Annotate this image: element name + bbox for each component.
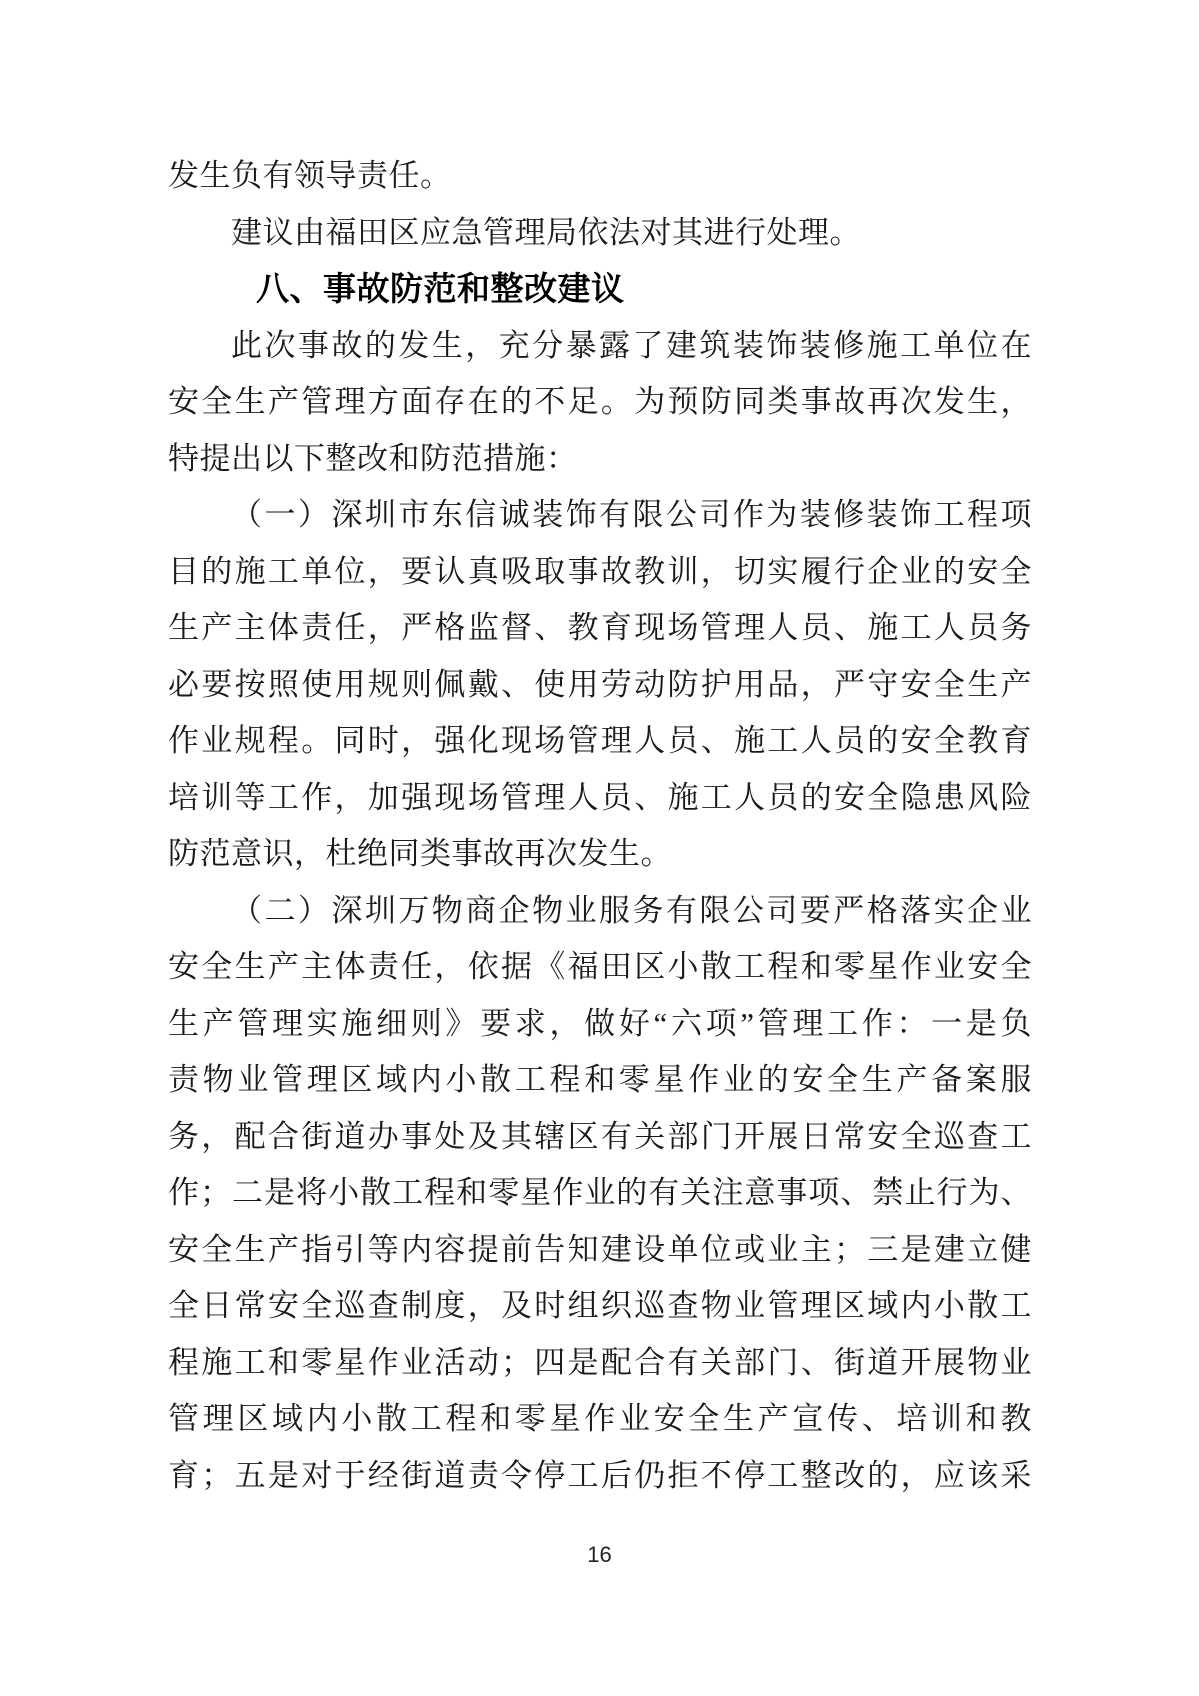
document-line: （一）深圳市东信诚装饰有限公司作为装修装饰工程项 <box>231 497 1032 532</box>
document-line: 必要按照使用规则佩戴、使用劳动防护用品，严守安全生产 <box>168 666 1032 702</box>
document-line: 发生负有领导责任。 <box>168 158 452 193</box>
document-line: 安全生产主体责任，依据《福田区小散工程和零星作业安全 <box>168 949 1032 984</box>
document-line: 全日常安全巡查制度，及时组织巡查物业管理区域内小散工 <box>168 1288 1032 1323</box>
document-body <box>168 148 1032 1504</box>
document-line: 此次事故的发生，充分暴露了建筑装饰装修施工单位在 <box>231 327 1032 363</box>
document-line: 作；二是将小散工程和零星作业的有关注意事项、禁止行为、 <box>168 1175 1032 1210</box>
document-line: 目的施工单位，要认真吸取事故教训，切实履行企业的安全 <box>168 553 1032 589</box>
document-line: 防范意识，杜绝同类事故再次发生。 <box>168 836 672 871</box>
page-number: 16 <box>587 1542 612 1567</box>
document-line: 生产主体责任，严格监督、教育现场管理人员、施工人员务 <box>168 610 1032 645</box>
document-line: 责物业管理区域内小散工程和零星作业的安全生产备案服 <box>168 1062 1032 1097</box>
document-line: 作业规程。同时，强化现场管理人员、施工人员的安全教育 <box>168 723 1032 758</box>
document-line: 特提出以下整改和防范措施： <box>168 440 578 476</box>
document-line: 务，配合街道办事处及其辖区有关部门开展日常安全巡查工 <box>168 1118 1032 1154</box>
document-line: 建议由福田区应急管理局依法对其进行处理。 <box>231 214 861 250</box>
document-line: 育；五是对于经街道责令停工后仍拒不停工整改的，应该采 <box>168 1457 1032 1493</box>
document-line: 培训等工作，加强现场管理人员、施工人员的安全隐患风险 <box>168 779 1032 815</box>
document-line: 生产管理实施细则》要求，做好“六项”管理工作：一是负 <box>168 1005 1032 1041</box>
document-line: 安全生产管理方面存在的不足。为预防同类事故再次发生， <box>168 384 1032 419</box>
document-line: 管理区域内小散工程和零星作业安全生产宣传、培训和教 <box>168 1401 1032 1436</box>
document-line: 安全生产指引等内容提前告知建设单位或业主；三是建立健 <box>168 1231 1032 1267</box>
section-heading: 八、事故防范和整改建议 <box>256 270 625 307</box>
document-line: 程施工和零星作业活动；四是配合有关部门、街道开展物业 <box>168 1344 1032 1380</box>
document-line: （二）深圳万物商企物业服务有限公司要严格落实企业 <box>231 892 1032 928</box>
